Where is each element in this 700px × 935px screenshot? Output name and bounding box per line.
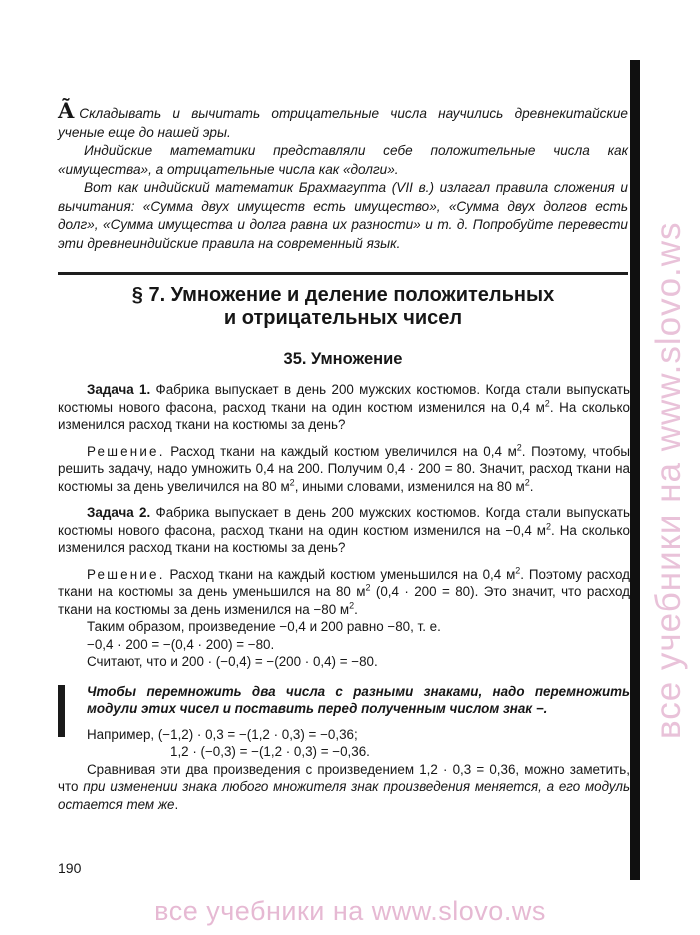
- solution-1-s3: 2: [524, 477, 530, 488]
- historical-note-p3: Вот как индийский математик Брахмагупта (VII в.) излагал правила сложения и вычитания: «Сумма двух имуществ есть имущество», «Сумма двух долгов есть долг», «Сумма имущества и долга равна их разности» и т. д. Попробуйте перевести эти древнеиндийские правила на современный язык.: [58, 180, 628, 251]
- rule-box: [58, 683, 630, 718]
- historical-note-p2: Индийские математики представляли себе положительные числа как «имущества», а отрицательные числа как «долги».: [58, 143, 628, 177]
- rule-marker-bar: [58, 685, 65, 737]
- multiplication-rule: Чтобы перемножить два числа с разными знаками, надо перемножить модули этих чисел и поставить перед полученным числом знак −.: [87, 683, 630, 716]
- task-2-question: . На сколько изменился расход ткани на костюмы за день?: [58, 522, 630, 555]
- bottom-watermark: все учебники на www.slovo.ws: [154, 896, 546, 926]
- conclusion-line2: Считают, что и 200 · (−0,4) = −(200 · 0,4) = −80.: [87, 654, 378, 669]
- example-line1: Например, (−1,2) · 0,3 = −(1,2 · 0,3) = −0,36;: [87, 726, 358, 742]
- section-title: [58, 284, 628, 330]
- solution-1-t4: .: [529, 478, 534, 494]
- solution-2-s3: 2: [349, 600, 355, 611]
- section-title-line1: § 7. Умножение и деление положительных: [131, 284, 555, 306]
- history-delta-icon: Ã: [58, 98, 75, 123]
- final-paragraph: [58, 761, 630, 814]
- side-watermark: все учебники на www.slovo.ws: [649, 221, 688, 739]
- example-line2: 1,2 · (−0,3) = −(1,2 · 0,3) = −0,36.: [170, 744, 370, 759]
- solution-2-s2: 2: [365, 582, 371, 593]
- solution-1-t2: . Поэтому, чтобы решить задачу, надо умножить 0,4 на 200. Получим 0,4 · 200 = 80. Значит, расход ткани на костюмы за день увеличился на 80 м: [58, 443, 630, 494]
- solution-1: [58, 443, 630, 496]
- task-1: [58, 381, 630, 434]
- historical-note: [58, 98, 628, 253]
- historical-note-p1-text: Складывать и вычитать отрицательные числа научились древнекитайские ученые еще до нашей эры.: [58, 106, 628, 140]
- solution-1-s2: 2: [289, 477, 295, 488]
- page-number: 190: [58, 860, 82, 876]
- solution-2-t4: .: [354, 601, 358, 617]
- conclusion-line1: Таким образом, произведение −0,4 и 200 равно −80, т. е.: [87, 619, 441, 634]
- task-2-text: Фабрика выпускает в день 200 мужских костюмов. Когда стали выпускать костюмы нового фасона, расход ткани на один костюм изменился на −0,4 м: [58, 505, 630, 538]
- main-text: [58, 381, 630, 813]
- task-1-label: Задача 1.: [87, 382, 151, 397]
- final-italic-text: при изменении знака любого множителя знак произведения меняется, а его модуль остается тем же: [58, 779, 630, 812]
- solution-2-t3: (0,4 · 200 = 80). Это значит, что расход ткани на костюмы за день изменился на −80 м: [58, 584, 630, 617]
- task-2-sup: 2: [546, 521, 552, 532]
- task-1-sup: 2: [544, 398, 550, 409]
- task-1-text: Фабрика выпускает в день 200 мужских костюмов. Когда стали выпускать костюмы нового фасона, расход ткани на один костюм изменился на 0,4 м: [58, 382, 630, 415]
- solution-2-t1: Расход ткани на каждый костюм уменьшился на 0,4 м: [164, 566, 516, 582]
- subsection-title: 35. Умножение: [283, 350, 403, 368]
- task-1-question: . На сколько изменился расход ткани на костюмы за день?: [58, 399, 630, 432]
- solution-2: [58, 566, 630, 619]
- section-title-line2: и отрицательных чисел: [223, 307, 463, 329]
- final-end: .: [174, 796, 179, 812]
- section-divider: [58, 272, 628, 275]
- task-2: [58, 504, 630, 557]
- solution-2-t2: . Поэтому расход ткани на костюмы за день уменьшился на 80 м: [58, 566, 630, 599]
- solution-1-t3: , иными словами, изменился на 80 м: [294, 478, 525, 494]
- final-text: Сравнивая эти два произведения с произведением 1,2 · 0,3 = 0,36, можно заметить, что: [58, 761, 630, 794]
- solution-1-s1: 2: [516, 442, 522, 453]
- solution-1-t1: Расход ткани на каждый костюм увеличился на 0,4 м: [164, 443, 517, 459]
- historical-note-p1: [58, 98, 628, 142]
- task-2-label: Задача 2.: [87, 505, 151, 520]
- solution-2-s1: 2: [515, 565, 521, 576]
- conclusion-formula: −0,4 · 200 = −(0,4 · 200) = −80.: [87, 636, 275, 652]
- solution-1-label: Решение.: [87, 443, 165, 459]
- solution-2-label: Решение.: [87, 566, 165, 582]
